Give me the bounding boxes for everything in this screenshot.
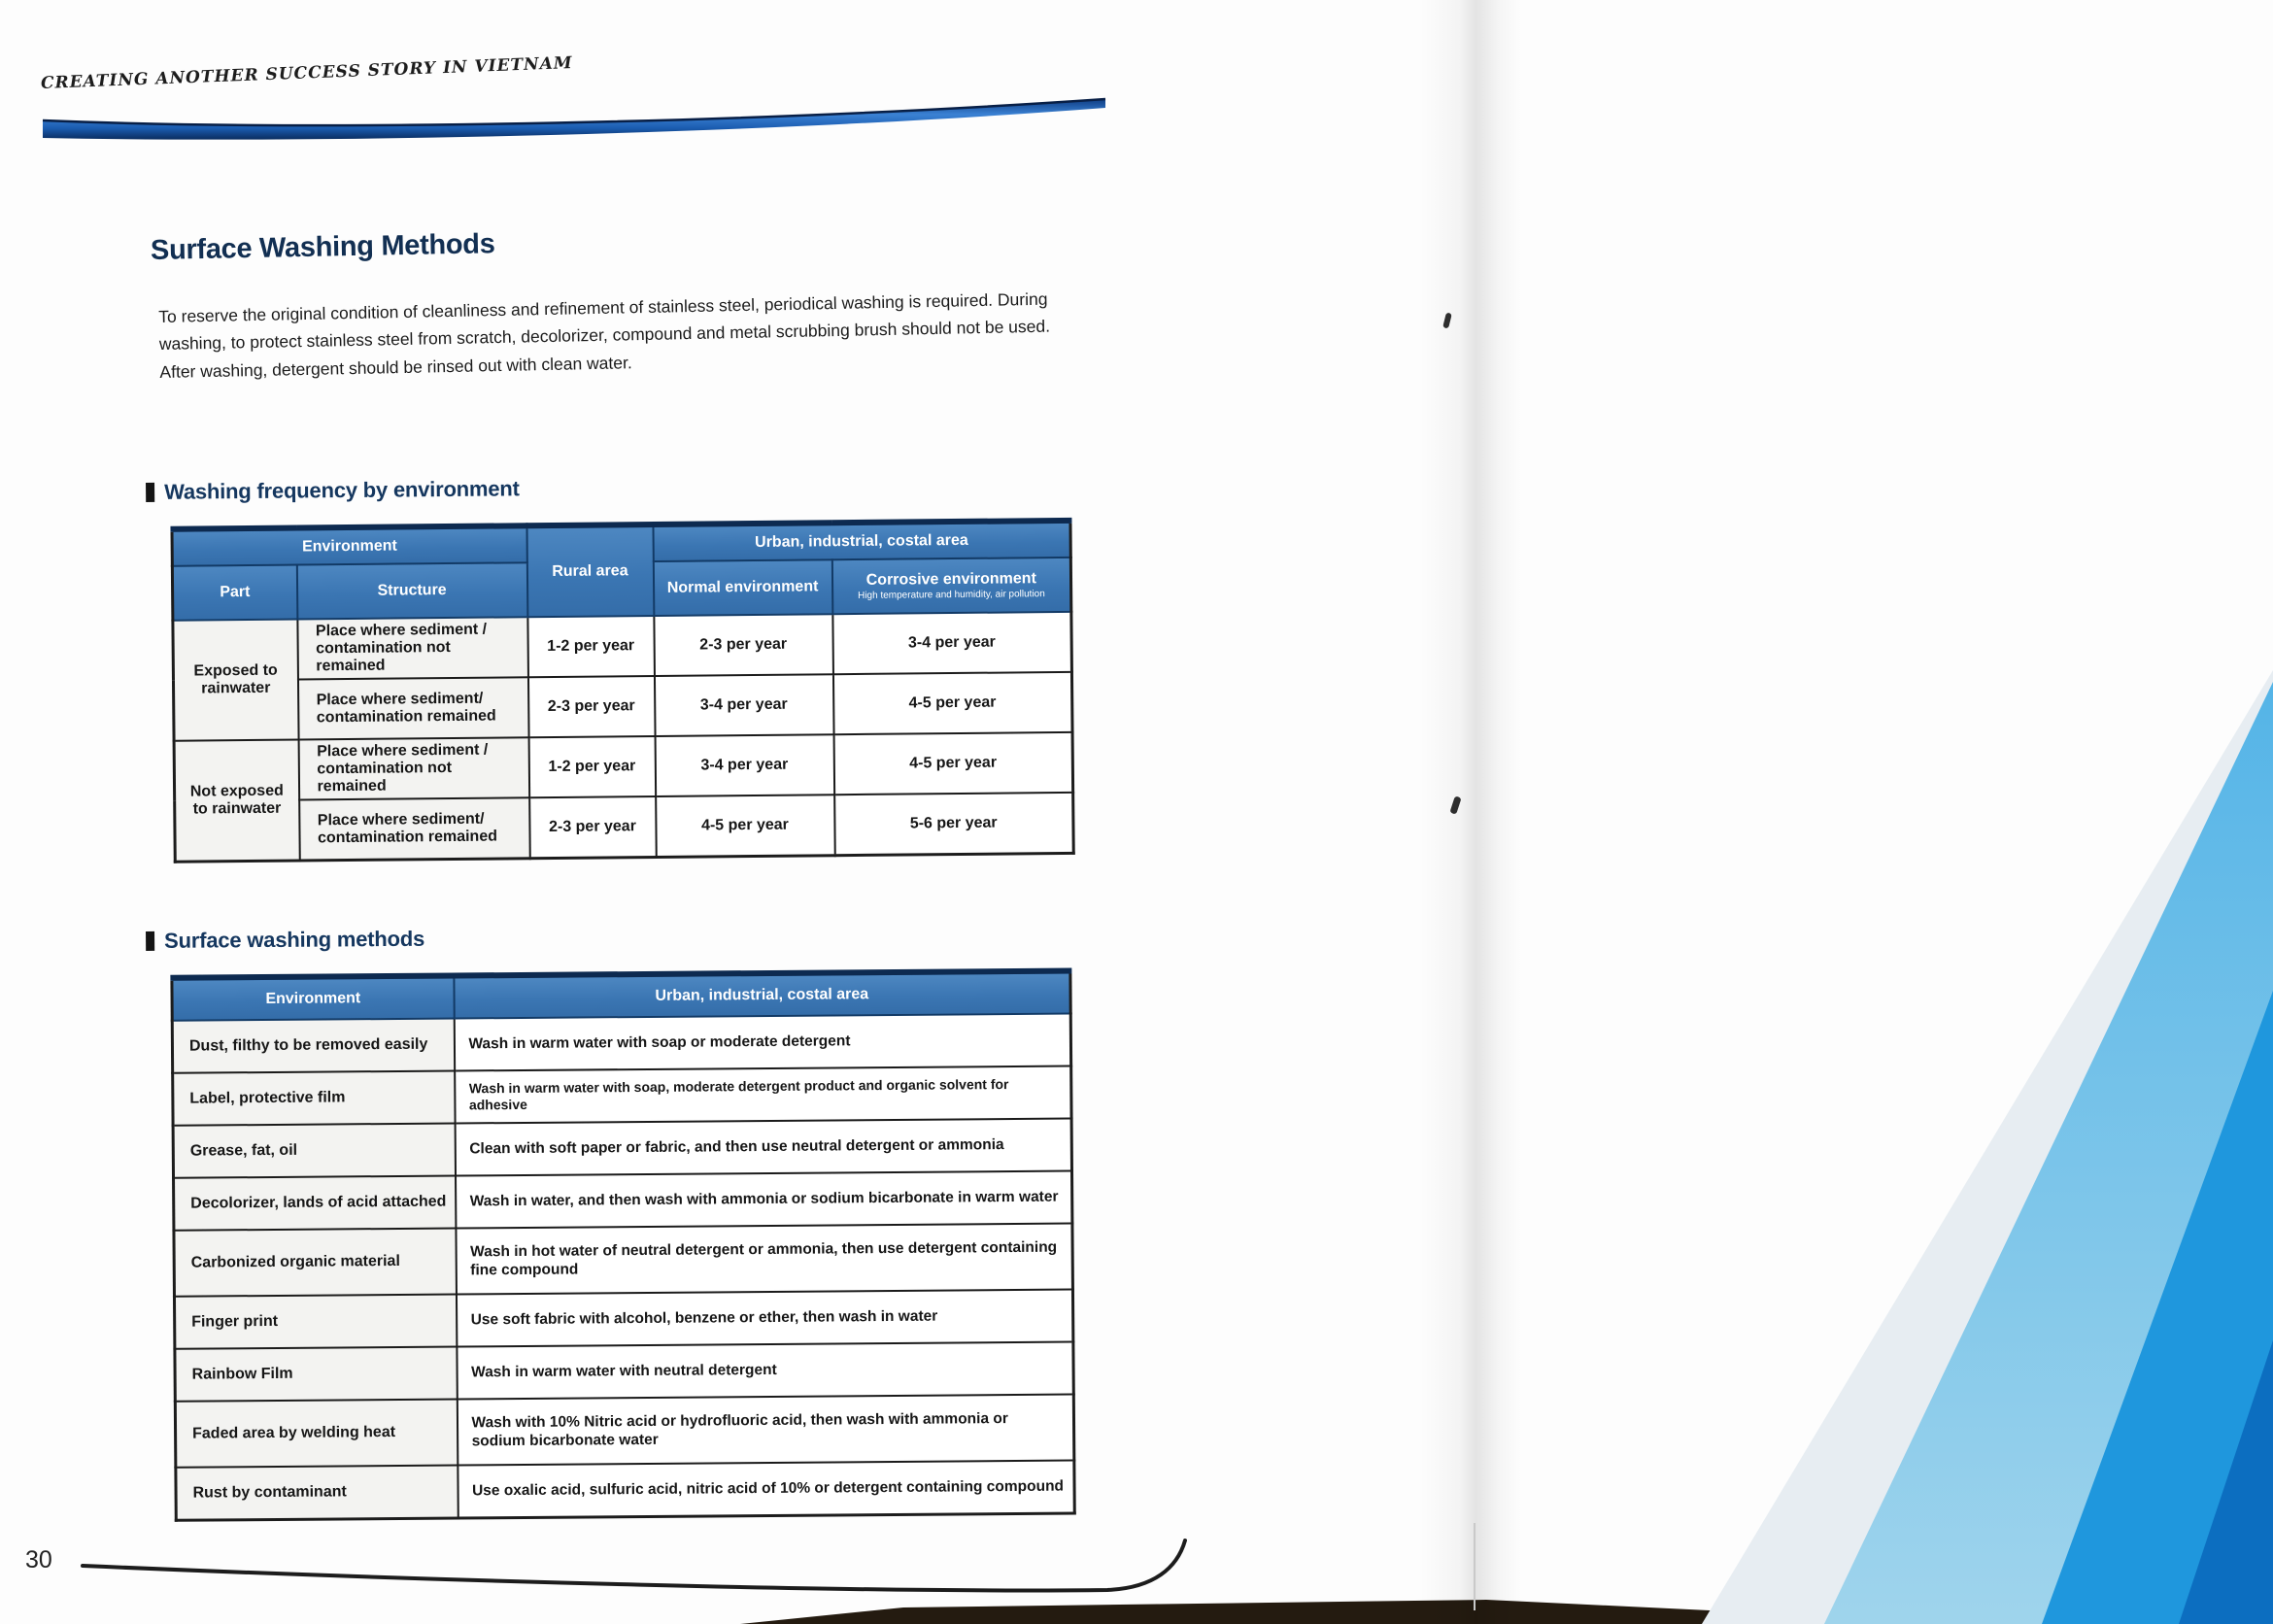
environment-cell: Finger print bbox=[174, 1295, 456, 1349]
section-heading-label: Washing frequency by environment bbox=[163, 476, 520, 504]
table-row bbox=[172, 1014, 1070, 1073]
part-cell: Exposed to rainwater bbox=[173, 620, 298, 741]
structure-cell: Place where sediment/ contamination remained bbox=[299, 797, 530, 860]
corrosive-header-subtext: High temperature and humidity, air pollution bbox=[858, 589, 1045, 601]
environment-cell: Dust, filthy to be removed easily bbox=[172, 1019, 454, 1073]
structure-cell: Place where sediment / contamination not remained bbox=[297, 617, 528, 679]
section-bullet-icon bbox=[146, 931, 154, 951]
table-row bbox=[174, 1171, 1072, 1231]
col-environment-group: Environment bbox=[172, 525, 526, 566]
environment-cell: Rainbow Film bbox=[175, 1347, 457, 1402]
methods-table bbox=[170, 968, 1075, 1522]
method-cell: Use oxalic acid, sulfuric acid, nitric acid of 10% or detergent containing compound bbox=[458, 1461, 1074, 1518]
corrosive-value-cell: 4-5 per year bbox=[832, 672, 1072, 734]
col-urban-method: Urban, industrial, costal area bbox=[454, 971, 1070, 1019]
section-heading bbox=[146, 922, 1071, 954]
frequency-table bbox=[170, 518, 1074, 863]
intro-paragraph bbox=[158, 286, 1051, 386]
col-structure: Structure bbox=[296, 562, 527, 619]
col-rural-area: Rural area bbox=[526, 524, 654, 617]
corrosive-header-label: Corrosive environment bbox=[865, 570, 1036, 589]
section-bullet-icon bbox=[146, 483, 154, 502]
table-row bbox=[173, 612, 1072, 681]
section-surface-washing-methods bbox=[146, 922, 1076, 1522]
method-cell: Wash with 10% Nitric acid or hydrofluoric acid, then wash with ammonia or sodium bicarbonate water bbox=[457, 1395, 1074, 1466]
table-row bbox=[173, 1066, 1071, 1126]
normal-value-cell: 3-4 per year bbox=[654, 674, 833, 736]
corrosive-value-cell: 5-6 per year bbox=[834, 793, 1074, 855]
rural-value-cell: 1-2 per year bbox=[527, 616, 655, 677]
rural-value-cell: 2-3 per year bbox=[529, 796, 657, 858]
intro-line: washing, to protect stainless steel from scratch, decolorizer, compound and metal scrubbing brush should not be used. bbox=[158, 316, 1051, 355]
rural-value-cell: 1-2 per year bbox=[528, 736, 656, 797]
rural-value-cell: 2-3 per year bbox=[527, 676, 655, 737]
part-cell: Not exposed to rainwater bbox=[174, 740, 299, 862]
corrosive-value-cell: 3-4 per year bbox=[832, 612, 1072, 674]
method-cell: Wash in warm water with soap, moderate detergent product and organic solvent for adhesive bbox=[455, 1066, 1071, 1124]
col-urban-group: Urban, industrial, costal area bbox=[653, 521, 1070, 561]
corrosive-value-cell: 4-5 per year bbox=[833, 732, 1073, 795]
table-row bbox=[173, 672, 1072, 741]
normal-value-cell: 4-5 per year bbox=[656, 795, 835, 857]
col-corrosive-environment bbox=[831, 558, 1071, 614]
col-environment: Environment bbox=[172, 976, 454, 1021]
environment-cell: Decolorizer, lands of acid attached bbox=[174, 1176, 456, 1231]
page-title: Surface Washing Methods bbox=[150, 228, 495, 266]
intro-line: To reserve the original condition of cleanliness and refinement of stainless steel, periodical washing is required. During bbox=[158, 288, 1048, 326]
table-row bbox=[175, 793, 1074, 862]
method-cell: Wash in warm water with neutral detergent bbox=[457, 1342, 1073, 1400]
table-row bbox=[173, 1119, 1071, 1178]
method-cell: Wash in warm water with soap or moderate detergent bbox=[454, 1014, 1070, 1071]
table-row bbox=[175, 1342, 1073, 1402]
header-swoosh-graphic bbox=[39, 91, 1112, 144]
table-row bbox=[175, 1395, 1074, 1468]
environment-cell: Carbonized organic material bbox=[174, 1229, 457, 1297]
table-row bbox=[174, 1290, 1072, 1349]
environment-cell: Rust by contaminant bbox=[176, 1465, 458, 1519]
method-cell: Use soft fabric with alcohol, benzene or ether, then wash in water bbox=[456, 1290, 1072, 1347]
environment-cell: Faded area by welding heat bbox=[175, 1399, 458, 1467]
section-washing-frequency bbox=[146, 471, 1075, 863]
page-number: 30 bbox=[25, 1546, 52, 1573]
section-heading-label: Surface washing methods bbox=[163, 926, 425, 953]
structure-cell: Place where sediment / contamination not remained bbox=[298, 737, 529, 799]
normal-value-cell: 3-4 per year bbox=[655, 734, 834, 796]
method-cell: Wash in water, and then wash with ammonia or sodium bicarbonate in warm water bbox=[456, 1171, 1072, 1229]
header-tagline: CREATING ANOTHER SUCCESS STORY IN VIETNAM bbox=[40, 52, 574, 93]
table-row bbox=[174, 1224, 1073, 1297]
method-cell: Clean with soft paper or fabric, and then use neutral detergent or ammonia bbox=[455, 1119, 1071, 1176]
table-row bbox=[174, 732, 1073, 801]
environment-cell: Label, protective film bbox=[173, 1071, 455, 1126]
structure-cell: Place where sediment/ contamination remained bbox=[297, 677, 528, 739]
col-part: Part bbox=[172, 565, 297, 621]
environment-cell: Grease, fat, oil bbox=[173, 1124, 455, 1178]
method-cell: Wash in hot water of neutral detergent or ammonia, then use detergent containing fine compound bbox=[456, 1224, 1073, 1295]
intro-line: After washing, detergent should be rinsed out with clean water. bbox=[159, 352, 632, 382]
table-row bbox=[176, 1461, 1074, 1520]
col-normal-environment: Normal environment bbox=[653, 559, 832, 616]
section-heading bbox=[146, 471, 1071, 505]
normal-value-cell: 2-3 per year bbox=[654, 614, 833, 676]
